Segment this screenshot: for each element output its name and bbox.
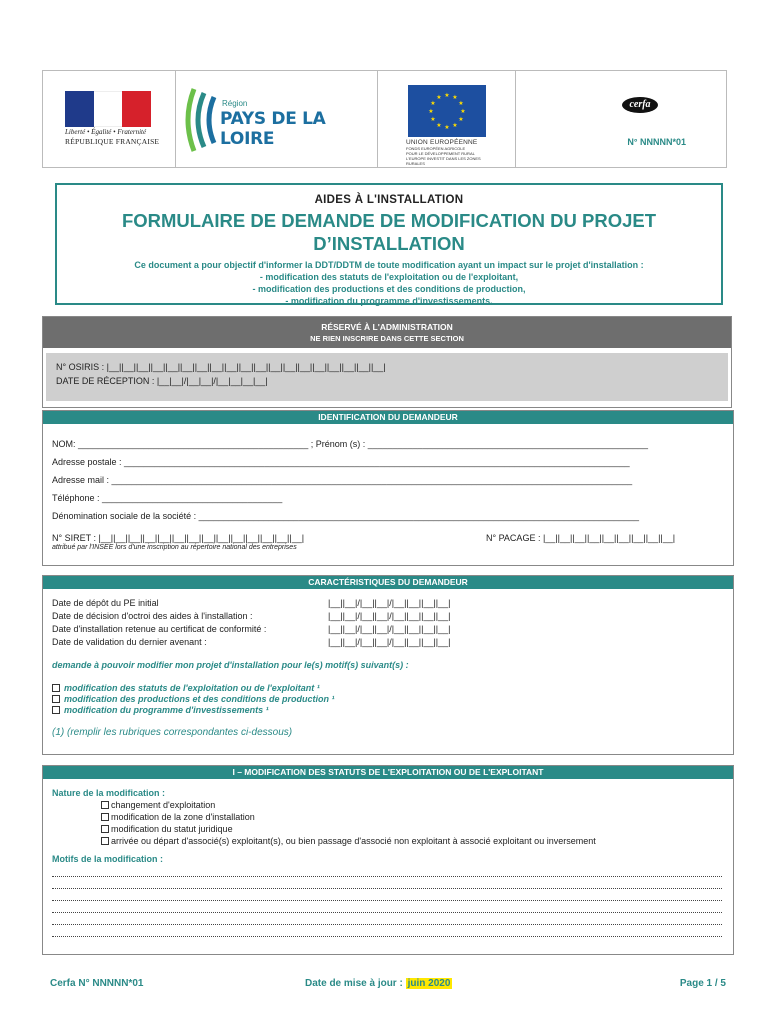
form-title-line2: D’INSTALLATION xyxy=(313,233,465,254)
title-box xyxy=(55,183,723,305)
svg-text:★: ★ xyxy=(452,95,458,101)
ue-line4: L'EUROPE INVESTIT DANS LES ZONES RURALES xyxy=(406,156,481,166)
admin-body xyxy=(46,353,728,401)
ue-line1: UNION EUROPÉENNE xyxy=(406,139,478,146)
pdl-arcs-icon xyxy=(180,85,220,155)
checkbox[interactable] xyxy=(101,825,109,833)
form-title xyxy=(57,209,721,255)
date-value-2[interactable]: |__||__|/|__||__|/|__||__||__||__| xyxy=(328,611,451,621)
motif-option-1[interactable] xyxy=(52,683,320,693)
motif-option-3[interactable] xyxy=(52,705,269,715)
desc-line1: Ce document a pour objectif d'informer la DDT/DDTM de toute modification ayant un impact sur le projet d'installation : xyxy=(134,260,644,270)
motifs-line[interactable] xyxy=(52,924,722,925)
cerfa-logo: cerfa xyxy=(622,97,658,113)
pacage-field[interactable]: N° PACAGE : |__||__||__||__||__||__||__||__||__| xyxy=(486,533,676,543)
ue-text xyxy=(406,139,496,166)
desc-line4: - modification du programme d'investissements. xyxy=(285,296,493,306)
section1-heading: I – MODIFICATION DES STATUTS DE L'EXPLOITATION OU DE L'EXPLOITANT xyxy=(43,766,733,779)
date-label-4: Date de validation du dernier avenant : xyxy=(52,637,207,647)
svg-text:★: ★ xyxy=(430,101,436,107)
svg-text:★: ★ xyxy=(436,123,442,129)
adresse-field[interactable]: Adresse postale : _____________________________________________________________________________________________________ xyxy=(52,457,630,467)
motif-label-2: modification des productions et des conditions de production ¹ xyxy=(64,694,335,704)
checkbox[interactable] xyxy=(52,695,60,703)
siret-field[interactable]: N° SIRET : |__||__||__||__||__||__||__||__||__||__||__||__||__||__| xyxy=(52,533,305,543)
tricolor-flag-icon xyxy=(65,91,151,127)
admin-subheading: NE RIEN INSCRIRE DANS CETTE SECTION xyxy=(310,334,464,343)
checkbox[interactable] xyxy=(101,801,109,809)
cerfa-number: N° NNNNN*01 xyxy=(627,137,686,147)
pays-de-la-loire-logo xyxy=(176,71,378,167)
nature-label-3: modification du statut juridique xyxy=(111,824,233,834)
identification-heading: IDENTIFICATION DU DEMANDEUR xyxy=(43,411,733,424)
date-value-4[interactable]: |__||__|/|__||__|/|__||__||__||__| xyxy=(328,637,451,647)
reception-date-field: DATE DE RÉCEPTION : |__|__|/|__|__|/|__|__|__|__| xyxy=(56,376,268,386)
desc-line3: - modification des productions et des conditions de production, xyxy=(252,284,526,294)
date-label-1: Date de dépôt du PE initial xyxy=(52,598,159,608)
svg-text:★: ★ xyxy=(452,123,458,129)
ue-line2: FONDS EUROPÉEN AGRICOLE xyxy=(406,146,466,151)
nature-label-1: changement d'exploitation xyxy=(111,800,216,810)
ue-line3: POUR LE DÉVELOPPEMENT RURAL xyxy=(406,151,475,156)
motif-label-1: modification des statuts de l'exploitation ou de l'exploitant ¹ xyxy=(64,683,320,693)
motifs-line[interactable] xyxy=(52,888,722,889)
footer-date-label: Date de mise à jour : xyxy=(305,978,403,989)
footer-page: Page 1 / 5 xyxy=(679,978,726,989)
demande-text: demande à pouvoir modifier mon projet d'installation pour le(s) motif(s) suivant(s) : xyxy=(52,660,409,670)
note-text: (1) (remplir les rubriques correspondantes ci-dessous) xyxy=(52,727,293,738)
nature-label-4: arrivée ou départ d'associé(s) exploitant(s), ou bien passage d'associé non exploitant à associé exploitant ou inversement xyxy=(111,836,596,846)
identification-section xyxy=(42,410,734,566)
denomination-field[interactable]: Dénomination sociale de la société : ________________________________________________________________________________________ xyxy=(52,511,640,521)
union-europeenne-logo xyxy=(378,71,516,167)
modification-statuts-section xyxy=(42,765,734,955)
motifs-line[interactable] xyxy=(52,876,722,877)
nature-option-1[interactable] xyxy=(101,800,215,810)
svg-text:★: ★ xyxy=(428,109,434,115)
republique-francaise-logo xyxy=(43,71,176,167)
date-label-2: Date de décision d'octroi des aides à l'installation : xyxy=(52,611,253,621)
nature-option-4[interactable] xyxy=(101,836,596,846)
admin-section xyxy=(42,316,732,408)
date-value-1[interactable]: |__||__|/|__||__|/|__||__||__||__| xyxy=(328,598,451,608)
nature-option-3[interactable] xyxy=(101,824,233,834)
motifs-line[interactable] xyxy=(52,900,722,901)
cerfa-cell xyxy=(516,71,726,167)
pdl-name: PAYS DE LA LOIRE xyxy=(220,109,326,149)
checkbox[interactable] xyxy=(52,684,60,692)
date-label-3: Date d'installation retenue au certificat de conformité : xyxy=(52,624,267,634)
nature-label: Nature de la modification : xyxy=(52,788,166,798)
svg-text:★: ★ xyxy=(458,101,464,107)
motif-label-3: modification du programme d'investissements ¹ xyxy=(64,705,269,715)
nom-field[interactable]: NOM: ______________________________________________ ; Prénom (s) : ________________________________________________________ xyxy=(52,439,649,449)
telephone-field[interactable]: Téléphone : ____________________________________ xyxy=(52,493,283,503)
svg-text:★: ★ xyxy=(460,109,466,115)
osiris-field: N° OSIRIS : |__||__||__||__||__||__||__||__||__||__||__||__||__||__||__||__||__||__||__| xyxy=(56,362,386,372)
checkbox[interactable] xyxy=(52,706,60,714)
svg-text:★: ★ xyxy=(458,117,464,123)
svg-text:★: ★ xyxy=(444,125,450,131)
footer-date xyxy=(305,978,452,989)
nature-option-2[interactable] xyxy=(101,812,255,822)
caracteristiques-heading: CARACTÉRISTIQUES DU DEMANDEUR xyxy=(43,576,733,589)
date-value-3[interactable]: |__||__|/|__||__|/|__||__||__||__| xyxy=(328,624,451,634)
mail-field[interactable]: Adresse mail : ________________________________________________________________________________________________________ xyxy=(52,475,633,485)
footer-date-value: juin 2020 xyxy=(407,978,451,989)
form-title-line1: FORMULAIRE DE DEMANDE DE MODIFICATION DU PROJET xyxy=(121,210,657,231)
pdl-region: Région xyxy=(222,99,248,108)
checkbox[interactable] xyxy=(101,837,109,845)
admin-header xyxy=(43,317,731,348)
caracteristiques-section xyxy=(42,575,734,755)
title-pre: AIDES À L'INSTALLATION xyxy=(314,194,464,206)
motifs-line[interactable] xyxy=(52,912,722,913)
admin-heading: RÉSERVÉ À L'ADMINISTRATION xyxy=(321,322,453,332)
motifs-label: Motifs de la modification : xyxy=(52,854,164,864)
title-description xyxy=(57,259,721,307)
footer-cerfa: Cerfa N° NNNNN*01 xyxy=(50,978,144,989)
motifs-line[interactable] xyxy=(52,936,722,937)
rf-motto: Liberté • Égalité • Fraternité xyxy=(65,128,147,136)
rf-name: RÉPUBLIQUE FRANÇAISE xyxy=(65,137,160,146)
desc-line2: - modification des statuts de l'exploitation ou de l'exploitant, xyxy=(259,272,519,282)
svg-text:★: ★ xyxy=(436,95,442,101)
svg-text:★: ★ xyxy=(430,117,436,123)
motif-option-2[interactable] xyxy=(52,694,335,704)
checkbox[interactable] xyxy=(101,813,109,821)
svg-text:★: ★ xyxy=(444,93,450,99)
siret-note: attribué par l'INSEE lors d'une inscription au répertoire national des entreprises xyxy=(52,544,297,551)
header-logos xyxy=(42,70,727,168)
eu-flag-icon xyxy=(408,85,486,137)
nature-label-2: modification de la zone d'installation xyxy=(111,812,255,822)
